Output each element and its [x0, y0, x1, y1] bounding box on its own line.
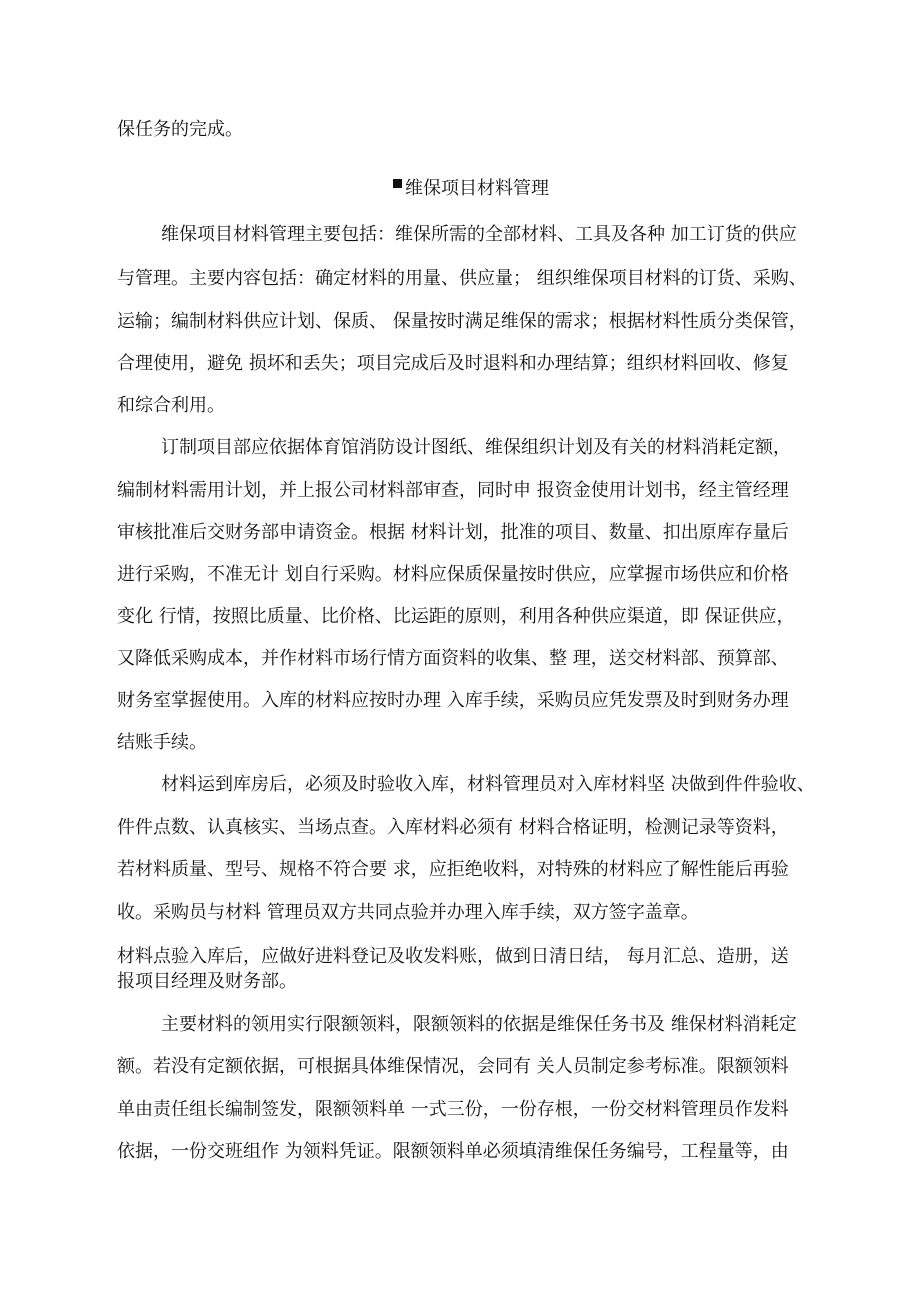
text-line: 变化 行情，按照比质量、比价格、比运距的原则，利用各种供应渠道，即 保证供应，	[117, 606, 795, 627]
text-line: 保任务的完成。	[117, 119, 243, 140]
text-line: 又降低采购成本，并作材料市场行情方面资料的收集、整 理，送交材料部、预算部、	[117, 648, 789, 669]
text-line: 若材料质量、型号、规格不符合要 求，应拒绝收料，对特殊的材料应了解性能后再验	[117, 859, 789, 880]
text-line: 报项目经理及财务部。	[117, 971, 297, 992]
text-line: 财务室掌握使用。入库的材料应按时办理 入库手续，采购员应凭发票及时到财务办理	[117, 690, 789, 711]
text-line: 主要材料的领用实行限额领料，限额领料的依据是维保任务书及 维保材料消耗定	[161, 1014, 797, 1035]
text-line: 材料点验入库后，应做好进料登记及收发料账，做到日清日结， 每月汇总、造册，送	[117, 946, 789, 967]
text-line: 材料运到库房后，必须及时验收入库，材料管理员对入库材料坚 决做到件件验收、	[161, 774, 815, 795]
text-line: 结账手续。	[117, 732, 207, 753]
heading-bullet	[393, 179, 402, 188]
text-line: 收。采购员与材料 管理员双方共同点验并办理入库手续，双方签字盖章。	[117, 902, 699, 923]
text-line: 编制材料需用计划，并上报公司材料部审查，同时申 报资金使用计划书，经主管经理	[117, 480, 789, 501]
heading-text: 维保项目材料管理	[405, 178, 549, 199]
text-line: 运输；编制材料供应计划、保质、 保量按时满足维保的需求；根据材料性质分类保管，	[117, 311, 807, 332]
text-line: 单由责任组长编制签发，限额领料单 一式三份，一份存根，一份交材料管理员作发料	[117, 1099, 789, 1120]
text-line: 进行采购，不准无计 划自行采购。材料应保质保量按时供应，应掌握市场供应和价格	[117, 564, 789, 585]
text-line: 审核批准后交财务部申请资金。根据 材料计划，批准的项目、数量、扣出原库存量后	[117, 522, 789, 543]
text-line: 依据，一份交班组作 为领料凭证。限额领料单必须填清维保任务编号，工程量等，由	[117, 1141, 789, 1162]
text-line: 订制项目部应依据体育馆消防设计图纸、维保组织计划及有关的材料消耗定额，	[161, 437, 791, 458]
text-line: 额。若没有定额依据，可根据具体维保情况，会同有 关人员制定参考标准。限额领料	[117, 1056, 789, 1077]
text-line: 合理使用，避免 损坏和丢失；项目完成后及时退料和办理结算；组织材料回收、修复	[117, 353, 789, 374]
text-line: 维保项目材料管理主要包括：维保所需的全部材料、工具及各种 加工订货的供应	[161, 224, 797, 245]
section-heading	[393, 176, 549, 202]
text-line: 与管理。主要内容包括：确定材料的用量、供应量； 组织维保项目材料的订货、采购、	[117, 268, 807, 289]
text-line: 件件点数、认真核实、当场点查。入库材料必须有 材料合格证明，检测记录等资料，	[117, 817, 789, 838]
text-line: 和综合利用。	[117, 395, 225, 416]
